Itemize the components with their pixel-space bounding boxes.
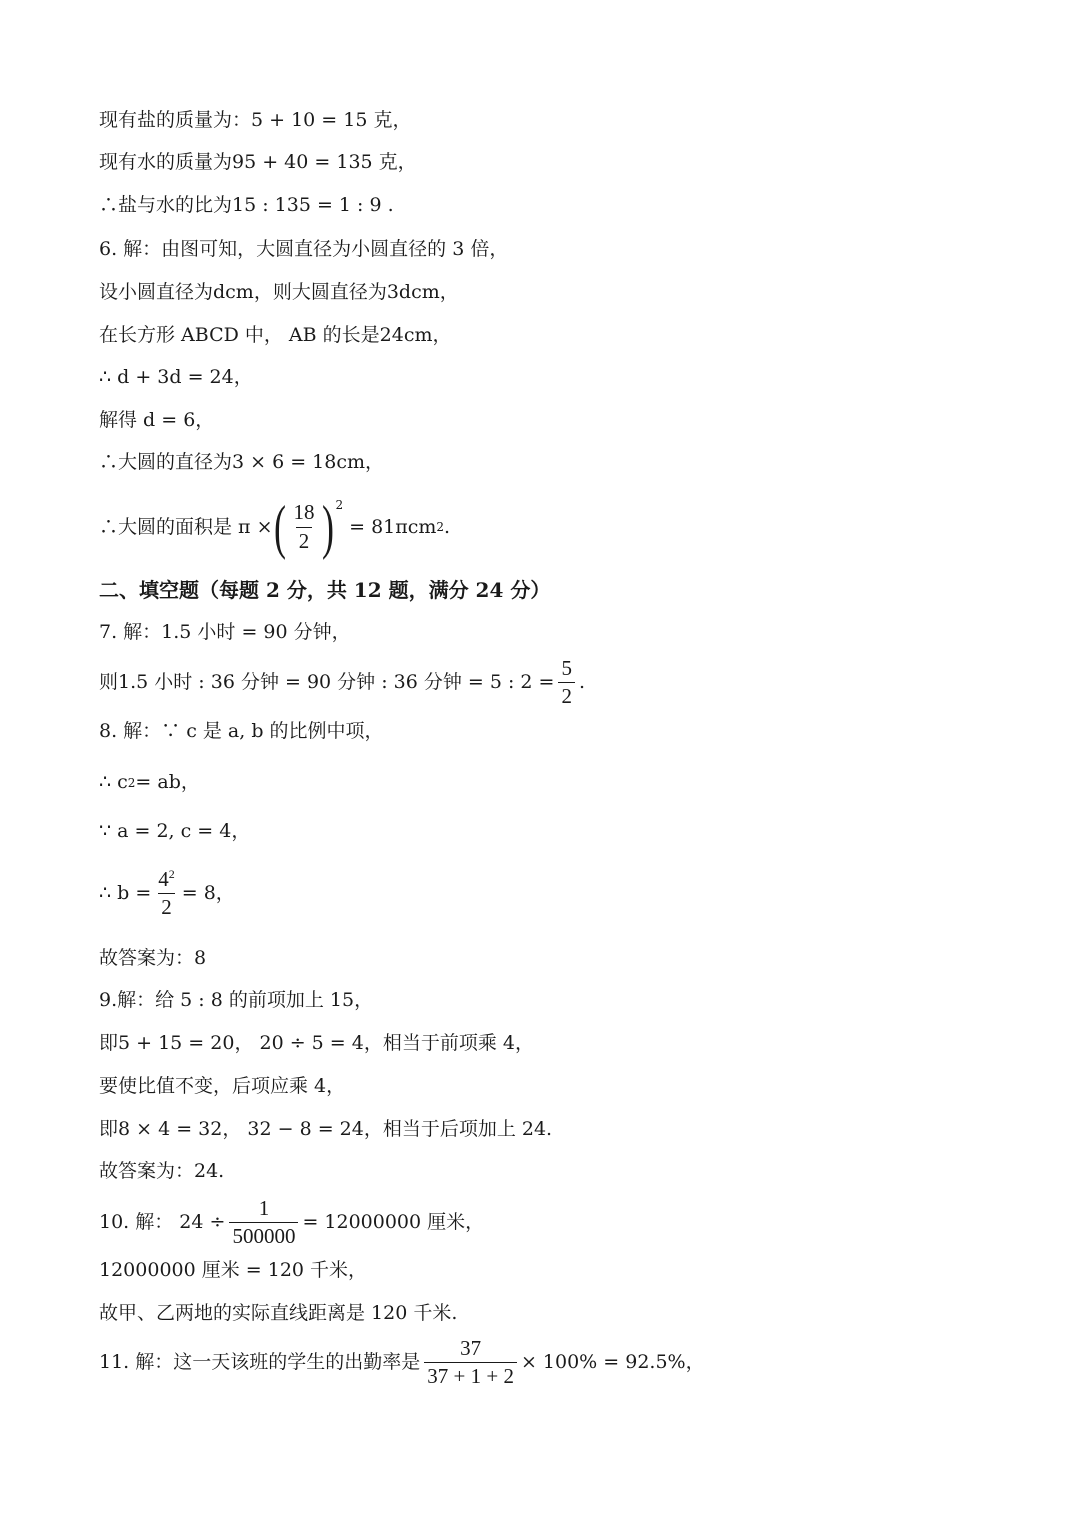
text: × 100% = 92.5%， [520,1351,705,1374]
line-salt-mass [99,111,411,130]
text: ∵ a = 2, c = 4， [99,820,251,842]
line-q6-eq [99,368,253,387]
fraction [229,1197,298,1248]
numerator-base: 4 [158,867,169,891]
numerator: 5 [561,656,572,680]
line-q6-let [99,283,459,302]
line-q6-intro [99,240,508,259]
denominator: 2 [158,893,175,919]
heading-text: 二、填空题（每题 2 分，共 12 题，满分 24 分） [99,578,551,602]
numerator: 1 [258,1196,270,1220]
exponent: 2 [127,775,136,790]
line-q6-diameter [99,453,384,472]
line-q9-intro [99,991,373,1010]
line-q8-square [99,773,200,792]
line-q9-answer [99,1162,224,1181]
text: 故甲、乙两地的实际直线距离是 120 千米. [99,1302,458,1324]
text: ∴ b = [99,882,152,905]
text: = 12000000 厘米， [302,1211,485,1234]
numerator [155,868,178,893]
line-q11-calc [99,1337,705,1388]
exponent: 2 [335,498,344,512]
line-q6-solve [99,411,214,430]
denominator: 2 [296,527,313,553]
line-q7-ratio [99,657,585,708]
text: = 8， [181,882,235,905]
text: 即5 + 15 = 20， 20 ÷ 5 = 4，相当于前项乘 4， [99,1032,534,1054]
line-q10-convert [99,1261,367,1280]
text: . [578,671,586,694]
text: . [444,515,451,538]
text: 6. 解：由图可知，大圆直径为小圆直径的 3 倍， [99,238,509,260]
text: 8. 解：∵ c 是 a, b 的比例中项， [99,720,384,742]
exponent: 2 [168,867,175,881]
text: = 81πcm [349,515,437,538]
text: = ab， [135,771,200,793]
section-heading [99,580,550,600]
text: ∴大圆的面积是 π × [99,515,273,538]
text: ∴ c [99,771,128,793]
text: 在长方形 ABCD 中， AB 的长是24cm， [99,324,452,346]
text: 11. 解：这一天该班的学生的出勤率是 [99,1351,421,1374]
text: 则1.5 小时 : 36 分钟 = 90 分钟 : 36 分钟 = 5 : 2 = [99,671,555,694]
numerator: 18 [293,500,315,525]
text: 要使比值不变，后项应乘 4， [99,1075,346,1097]
right-paren: ) [322,494,335,560]
line-q9-step3 [99,1120,552,1139]
text: ∴大圆的直径为3 × 6 = 18cm， [99,451,385,473]
text: ∴盐与水的比为15 : 135 = 1 : 9 . [99,194,394,216]
fraction [424,1337,517,1388]
line-q9-step2 [99,1077,345,1096]
text: 故答案为：8 [99,947,207,969]
text: 解得 d = 6， [99,409,215,431]
text: 设小圆直径为dcm，则大圆直径为3dcm， [99,281,459,303]
line-q8-given [99,822,250,841]
fraction [558,657,575,708]
text: 现有水的质量为95 + 40 = 135 克， [99,151,417,173]
line-q9-step1 [99,1034,534,1053]
line-q10-calc [99,1197,484,1248]
line-q6-rect [99,326,451,345]
denominator: 37 + 1 + 2 [424,1362,517,1388]
numerator: 37 [460,1336,482,1360]
text: ∴ d + 3d = 24， [99,366,253,388]
left-paren: ( [273,494,286,560]
text: 即8 × 4 = 32， 32 − 8 = 24，相当于后项加上 24. [99,1118,553,1140]
text: 7. 解：1.5 小时 = 90 分钟， [99,621,351,643]
text: 现有盐的质量为：5 + 10 = 15 克， [99,109,412,131]
text: 9.解：给 5 : 8 的前项加上 15， [99,989,374,1011]
denominator: 2 [558,682,575,708]
fraction [155,868,178,919]
text: 12000000 厘米 = 120 千米， [99,1259,368,1281]
line-q10-answer [99,1304,457,1323]
line-q6-area [99,494,451,560]
line-water-mass [99,153,417,172]
line-q8-result [99,868,235,919]
denominator: 500000 [229,1222,298,1248]
text: 10. 解： 24 ÷ [99,1211,226,1234]
exponent: 2 [436,520,445,534]
line-q8-answer [99,949,206,968]
line-ratio [99,196,394,215]
text: 故答案为：24. [99,1160,225,1182]
line-q8-intro [99,722,384,741]
fraction [290,501,317,552]
line-q7-intro [99,623,351,642]
